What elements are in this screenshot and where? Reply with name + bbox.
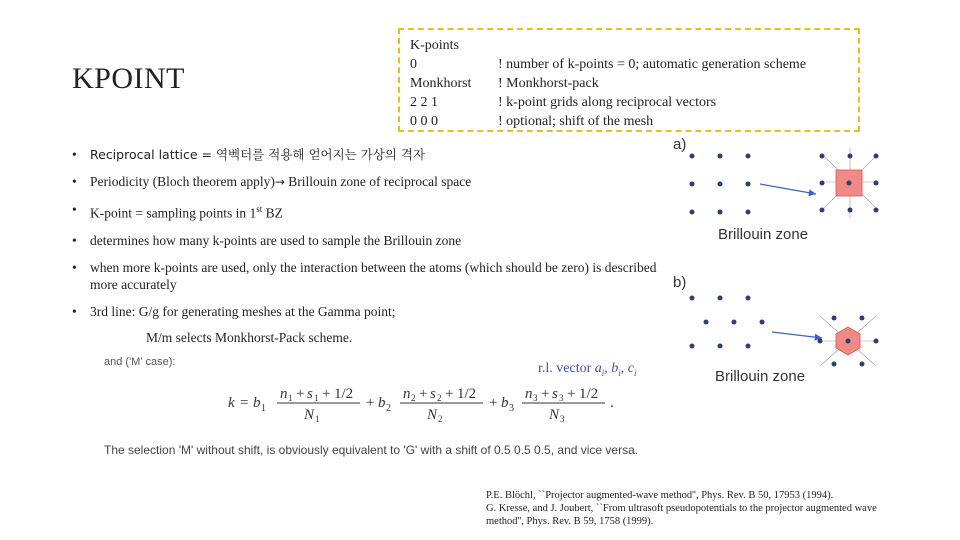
kpoints-value: 2 2 1: [410, 95, 438, 110]
formula-n: n: [280, 386, 288, 402]
rl-b: b: [611, 361, 619, 376]
rl-sub: i: [634, 367, 637, 378]
formula-s: s: [552, 386, 558, 402]
references: [486, 489, 946, 528]
reference-3: method'', Phys. Rev. B 59, 1758 (1999).: [486, 516, 654, 527]
formula-n: n: [403, 386, 411, 402]
kpoints-value: 0: [410, 57, 417, 72]
kpoints-comment: ! k-point grids along reciprocal vectors: [498, 95, 717, 110]
bullet-kpoint: [72, 201, 662, 222]
rl-sub: i: [601, 367, 605, 378]
formula-sub: 1: [315, 414, 320, 424]
arrow-icon: [772, 332, 822, 338]
rl-sub: i: [618, 367, 621, 378]
superscript: st: [256, 204, 263, 214]
arrow-icon: [760, 184, 816, 194]
formula-N: N: [304, 407, 315, 423]
formula-sub: 1: [261, 403, 266, 414]
bullet-reciprocal-lattice: [72, 146, 662, 163]
reference-1: P.E. Blöchl, ``Projector augmented-wave method'', Phys. Rev. B 50, 17953 (1994).: [486, 490, 834, 501]
bullet-text: 3rd line: G/g for generating meshes at the Gamma point;: [90, 303, 396, 319]
svg-text:+: +: [489, 395, 498, 411]
formula-half: 1/2: [457, 386, 477, 402]
bullet-gamma: [72, 303, 662, 320]
bz-label-a: Brillouin zone: [718, 226, 809, 243]
formula-sub: 3: [509, 403, 514, 414]
bullet-text: when more k-points are used, only the interaction between the atoms (which should be zero) is described more accurately: [90, 259, 657, 292]
kpoints-value: Monkhorst: [410, 76, 472, 91]
bullet-periodicity: [72, 173, 662, 191]
bullet-text: Reciprocal lattice = 역벡터를 적용해 얻어지는 가상의 격자: [90, 147, 426, 162]
formula-b3: b: [501, 395, 509, 411]
monkhorst-line: M/m selects Monkhorst-Pack scheme.: [146, 330, 353, 345]
formula-N: N: [427, 407, 438, 423]
bullet-text: BZ: [262, 205, 283, 221]
formula-n: n: [525, 386, 533, 402]
formula-sub: 3: [559, 393, 564, 403]
svg-text:+: +: [322, 386, 331, 402]
rl-a: a: [594, 361, 602, 376]
bullet-text: determines how many k-points are used to sample the Brillouin zone: [90, 232, 462, 248]
formula-half: 1/2: [334, 386, 354, 402]
bullet-list: [72, 146, 662, 330]
figure-label-b: b): [673, 274, 687, 291]
formula-s: s: [430, 386, 436, 402]
svg-text:+: +: [541, 386, 550, 402]
formula-b2: b: [378, 395, 386, 411]
formula-half: 1/2: [579, 386, 599, 402]
svg-text:+: +: [366, 395, 375, 411]
slide-title: KPOINT: [72, 62, 185, 95]
hex-lattice: [690, 296, 765, 349]
bullet-text: Brillouin zone of reciprocal space: [288, 174, 472, 189]
figure-label-a: a): [673, 136, 687, 153]
rl-vector-label: [538, 361, 637, 378]
kpoints-value: K-points: [410, 38, 459, 53]
formula-N: N: [549, 407, 560, 423]
formula-s: s: [307, 386, 313, 402]
kpoints-comment: ! number of k-points = 0; automatic generation scheme: [498, 57, 807, 72]
formula-k: k: [228, 395, 235, 411]
bullet-sampling: [72, 232, 662, 249]
arrow-icon: →: [274, 175, 285, 189]
kpoints-value: 0 0 0: [410, 114, 438, 129]
svg-text:.: .: [610, 395, 614, 411]
svg-text:=: =: [240, 395, 249, 411]
formula-b1: b: [253, 395, 261, 411]
formula-sub: 1: [288, 393, 293, 403]
kpoints-comment: ! Monkhorst-pack: [498, 76, 599, 91]
formula-sub: 3: [560, 414, 565, 424]
rl-sep: ,: [604, 361, 612, 376]
formula-sub: 2: [437, 393, 442, 403]
svg-text:+: +: [445, 386, 454, 402]
bullet-text: K-point = sampling points in 1: [90, 205, 257, 221]
square-bz: [820, 148, 879, 218]
formula-sub: 2: [411, 393, 416, 403]
kpoints-file-box: [398, 28, 860, 132]
selection-text: The selection 'M' without shift, is obviously equivalent to 'G' with a shift of 0.5 0.5 0.5, and vice versa.: [104, 443, 639, 457]
bz-label-b: Brillouin zone: [715, 368, 806, 385]
reference-2: G. Kresse, and J. Joubert, ``From ultrasoft pseudopotentials to the projector augmented wave: [486, 503, 877, 514]
rl-c: c: [627, 361, 635, 376]
rl-prefix: r.l. vector: [538, 361, 595, 376]
formula-sub: 2: [438, 414, 443, 424]
rl-sep: ,: [620, 361, 628, 376]
kpoint-formula: [220, 380, 620, 424]
hex-bz: [818, 316, 879, 367]
svg-text:+: +: [419, 386, 428, 402]
bullet-accuracy: [72, 259, 662, 293]
svg-text:+: +: [296, 386, 305, 402]
brillouin-figure: [680, 136, 880, 396]
formula-sub: 1: [314, 393, 319, 403]
formula-sub: 3: [533, 393, 538, 403]
square-lattice: [690, 154, 751, 215]
bullet-text: Periodicity (Bloch theorem apply): [90, 174, 275, 189]
formula-sub: 2: [386, 403, 391, 414]
case-text: and ('M' case):: [104, 356, 176, 368]
svg-text:+: +: [567, 386, 576, 402]
kpoints-comment: ! optional; shift of the mesh: [498, 114, 654, 129]
